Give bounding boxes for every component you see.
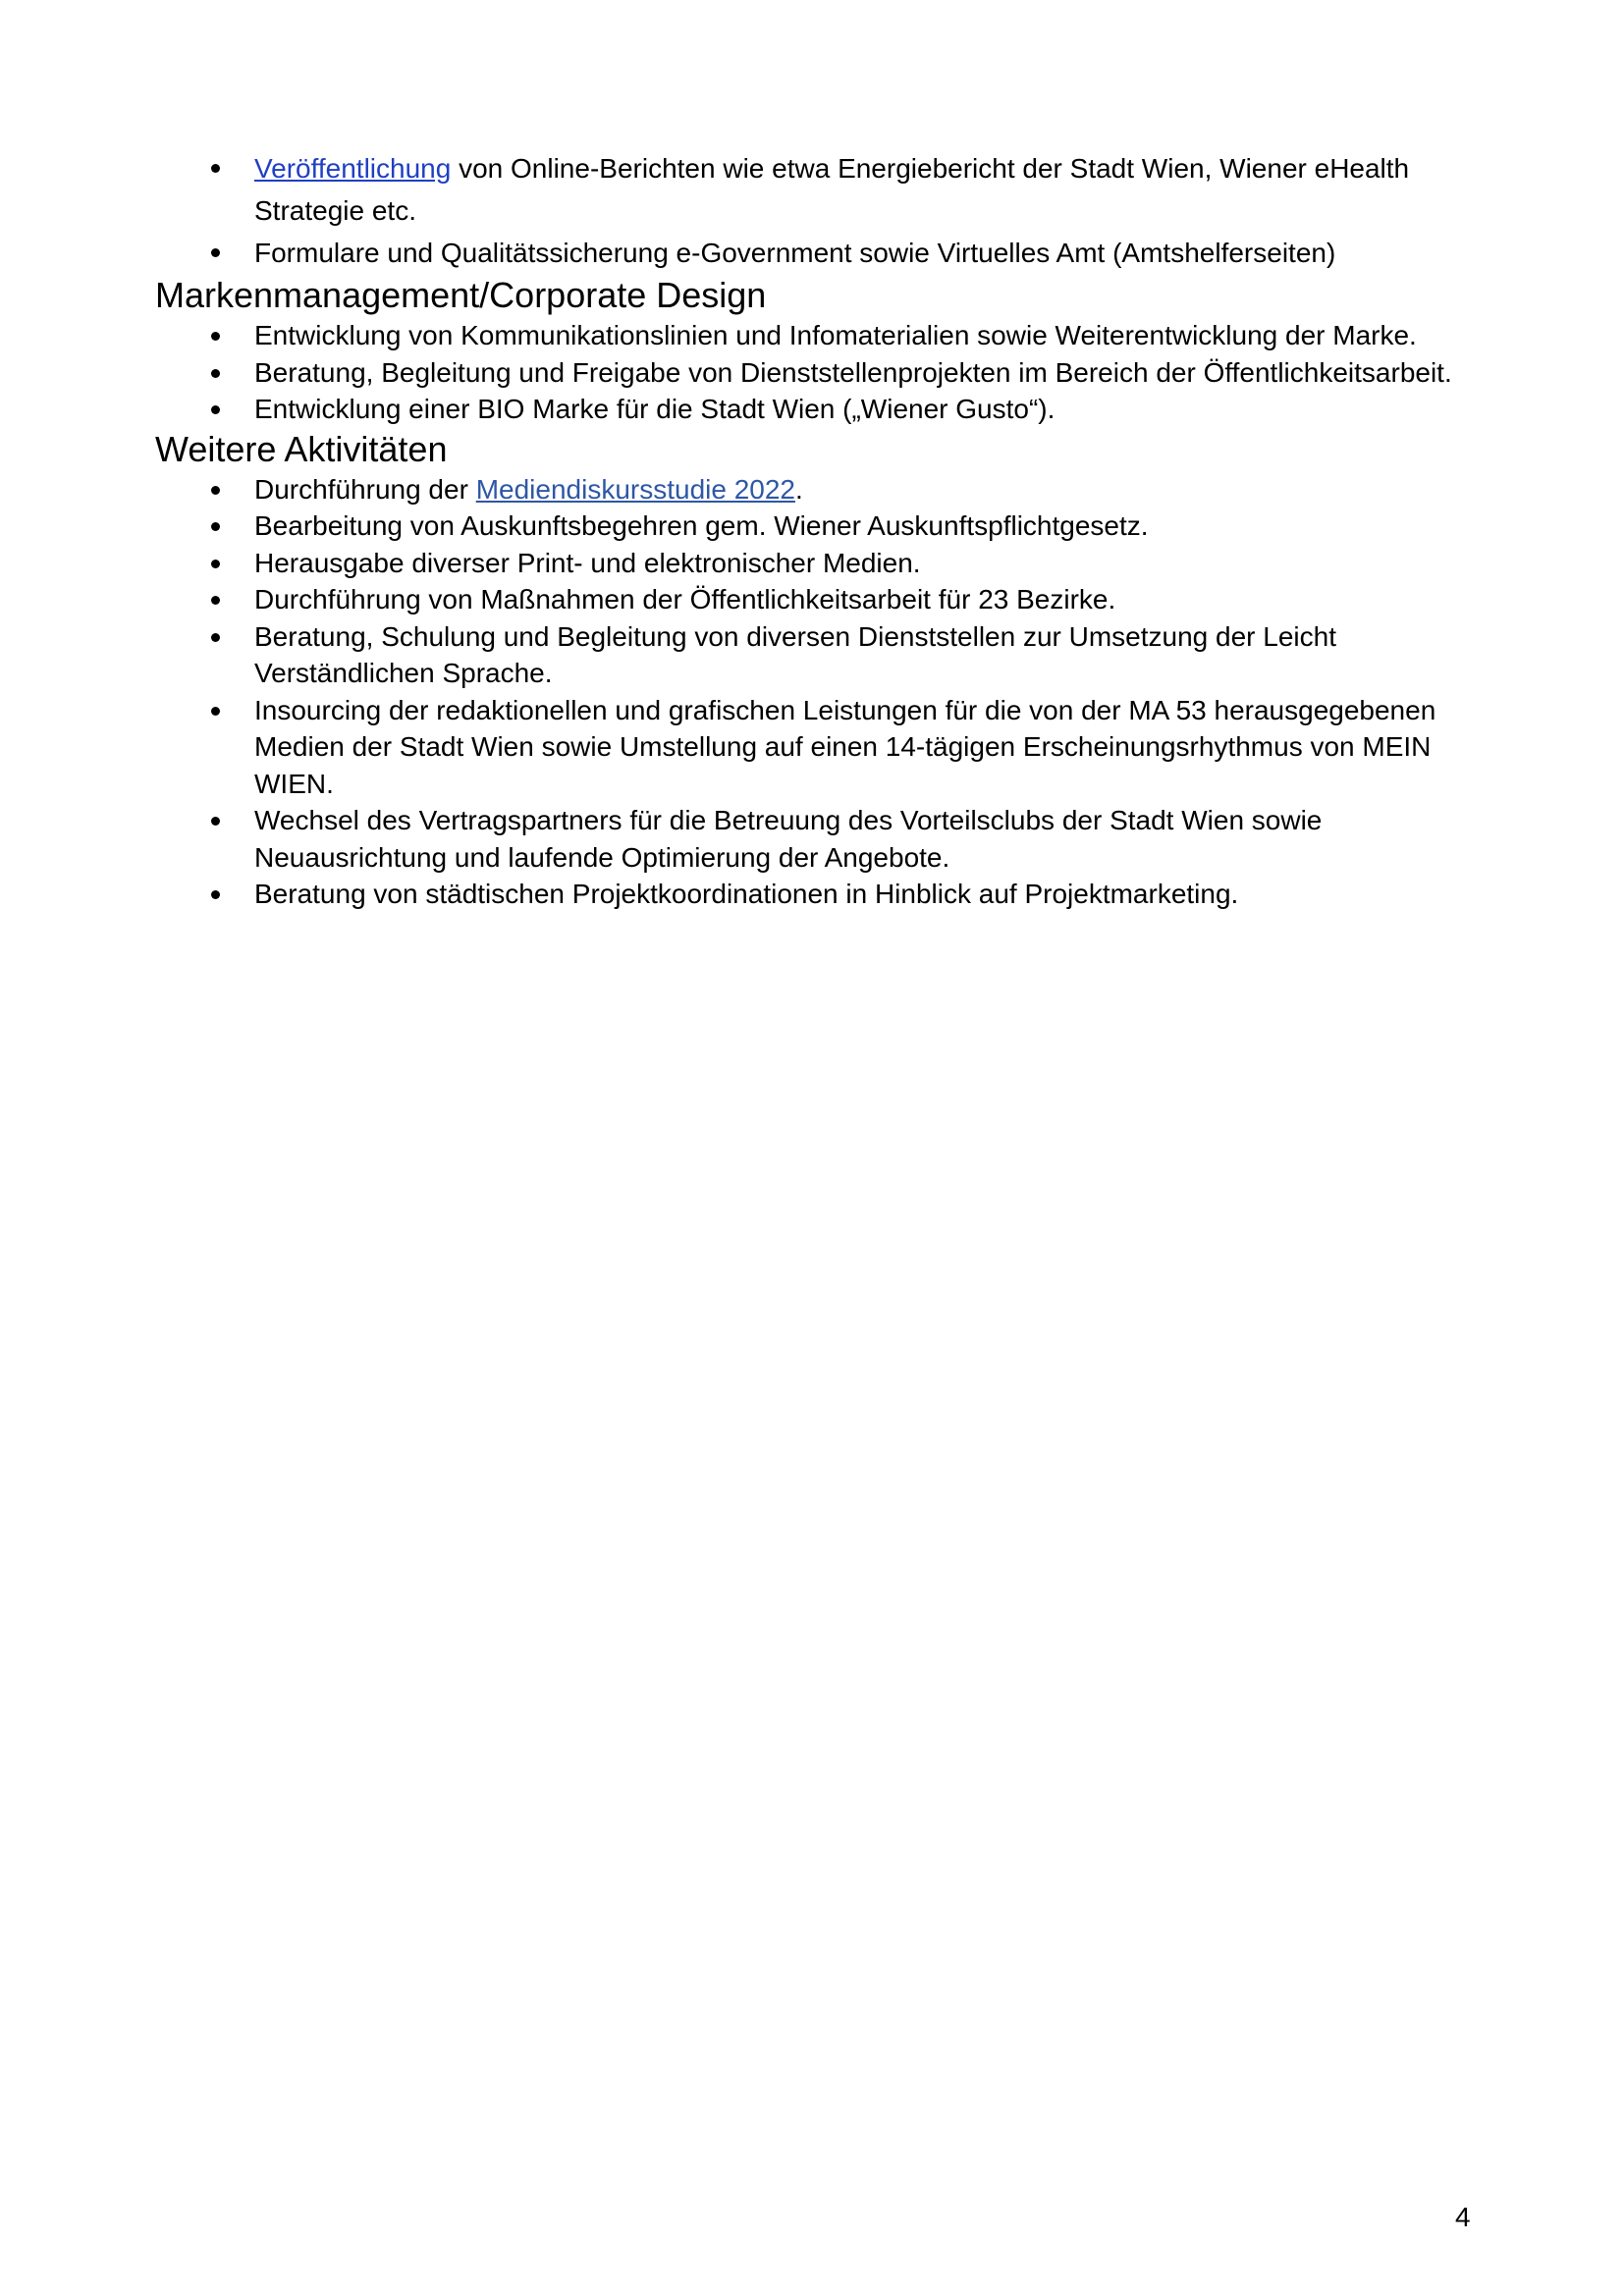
- list-item-text: Durchführung von Maßnahmen der Öffentlichkeitsarbeit für 23 Bezirke.: [254, 584, 1116, 614]
- bullet-icon: [211, 817, 220, 826]
- bullet-icon: [211, 560, 220, 568]
- list-item-text: Entwicklung einer BIO Marke für die Stadt Wien („Wiener Gusto“).: [254, 394, 1056, 424]
- list-item-text: Herausgabe diverser Print- und elektronischer Medien.: [254, 547, 921, 578]
- bullet-icon: [211, 164, 220, 173]
- mediendiskursstudie-link[interactable]: Mediendiskursstudie 2022: [475, 473, 795, 505]
- list-item: [155, 876, 1490, 913]
- list-item: [155, 692, 1490, 803]
- bullet-icon: [211, 248, 220, 257]
- list-item-text: Bearbeitung von Auskunftsbegehren gem. Wiener Auskunftspflichtgesetz.: [254, 510, 1149, 541]
- list-item: [155, 232, 1490, 274]
- section-heading-weitere-aktivitaeten: Weitere Aktivitäten: [155, 428, 448, 469]
- bullet-icon: [211, 332, 220, 341]
- list-item: [155, 581, 1490, 618]
- bullet-icon: [211, 369, 220, 378]
- list-item: [155, 471, 1490, 508]
- list-item: [155, 391, 1490, 428]
- page-content: [155, 147, 1490, 913]
- bullet-icon: [211, 405, 220, 414]
- list-item-text: .: [795, 473, 803, 505]
- list-item-text: Durchführung der: [254, 473, 476, 505]
- bullet-icon: [211, 486, 220, 495]
- weitere-aktivitaeten-bullet-list: [155, 471, 1490, 913]
- list-item-text: von Online-Berichten wie etwa Energiebericht der Stadt Wien, Wiener eHealth Strategie etc.: [254, 153, 1410, 226]
- markenmanagement-bullet-list: [155, 317, 1490, 428]
- section-heading-markenmanagement: Markenmanagement/Corporate Design: [155, 275, 767, 315]
- list-item: [155, 545, 1490, 582]
- page-number: 4: [1455, 2202, 1471, 2232]
- list-item: [155, 147, 1490, 232]
- intro-bullet-list: [155, 147, 1490, 274]
- bullet-icon: [211, 633, 220, 642]
- list-item-text: Beratung, Schulung und Begleitung von diversen Dienststellen zur Umsetzung der Leicht Verständlichen Sprache.: [254, 620, 1336, 688]
- list-item: [155, 618, 1490, 692]
- bullet-icon: [211, 522, 220, 531]
- veroeffentlichung-link[interactable]: Veröffentlichung: [254, 153, 452, 184]
- list-item-text: Beratung von städtischen Projektkoordinationen in Hinblick auf Projektmarketing.: [254, 879, 1239, 909]
- bullet-icon: [211, 596, 220, 605]
- bullet-icon: [211, 707, 220, 716]
- list-item-text: Formulare und Qualitätssicherung e-Government sowie Virtuelles Amt (Amtshelferseiten): [254, 238, 1336, 268]
- list-item: [155, 354, 1490, 392]
- list-item: [155, 802, 1490, 876]
- list-item-text: Entwicklung von Kommunikationslinien und Infomaterialien sowie Weiterentwicklung der Marke.: [254, 320, 1417, 350]
- list-item-text: Insourcing der redaktionellen und grafischen Leistungen für die von der MA 53 herausgegebenen Medien der Stadt Wien sowie Umstellung auf einen 14-tägigen Erscheinungsrhythmus von MEIN WIEN.: [254, 694, 1436, 799]
- list-item-text: Beratung, Begleitung und Freigabe von Dienststellenprojekten im Bereich der Öffentlichkeitsarbeit.: [254, 356, 1452, 388]
- bullet-icon: [211, 890, 220, 899]
- list-item: [155, 317, 1490, 354]
- list-item-text: Wechsel des Vertragspartners für die Betreuung des Vorteilsclubs der Stadt Wien sowie Neuausrichtung und laufende Optimierung der Angebote.: [254, 805, 1323, 873]
- list-item: [155, 507, 1490, 545]
